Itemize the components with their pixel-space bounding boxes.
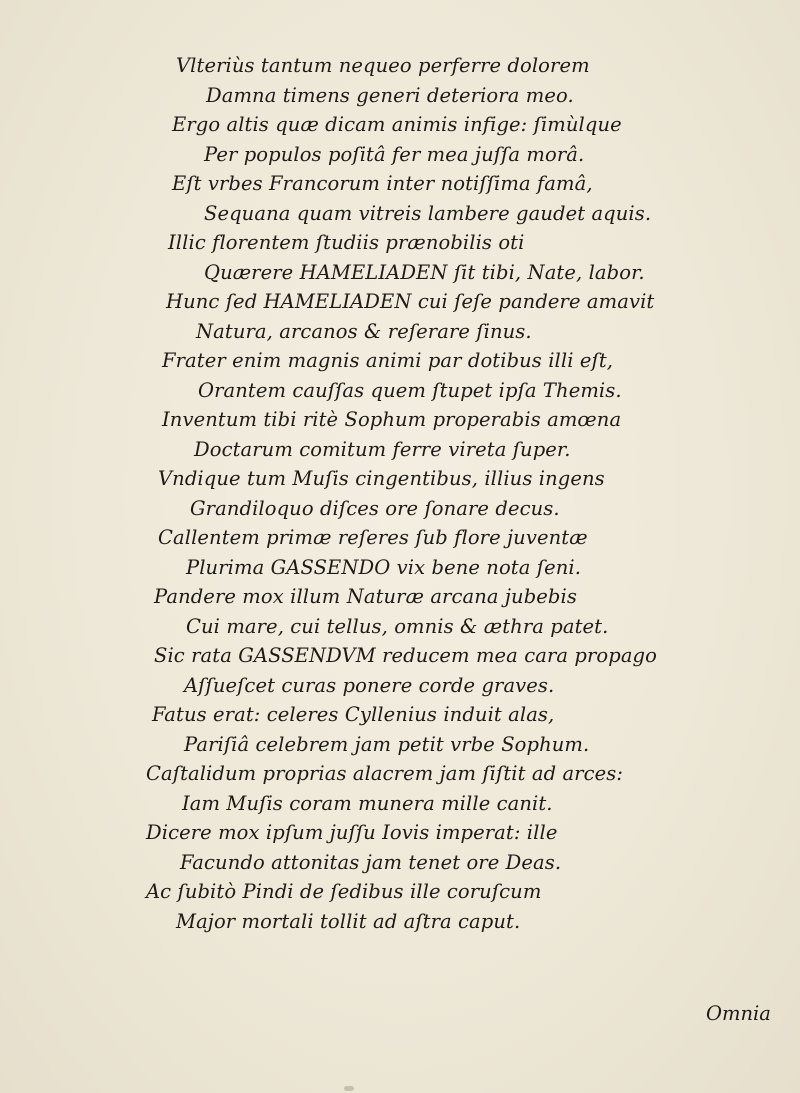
verse-line: Callentem primæ reſeres ſub flore juventæ [158, 526, 588, 549]
verse-line: Damna timens generi deteriora meo. [206, 84, 574, 107]
verse-line: Sequana quam vitreis lambere gaudet aquis. [204, 202, 652, 225]
verse-line: Caſtalidum proprias alacrem jam ſiſtit ad arces: [146, 762, 624, 785]
paper-blemish [344, 1086, 354, 1091]
verse-line: Eſt vrbes Francorum inter notiſſima famâ, [172, 172, 593, 195]
verse-line: Aſſueſcet curas ponere corde graves. [184, 674, 555, 697]
verse-line: Plurima GASSENDO vix bene nota ſeni. [186, 556, 582, 579]
verse-line: Fatus erat: celeres Cyllenius induit alas, [152, 703, 555, 726]
verse-line: Doctarum comitum ferre vireta ſuper. [194, 438, 571, 461]
verse-line: Inventum tibi ritè Sophum properabis amœna [162, 408, 622, 431]
verse-line: Pandere mox illum Naturæ arcana jubebis [154, 585, 577, 608]
verse-line: Dicere mox ipſum juſſu Iovis imperat: ille [146, 821, 558, 844]
verse-line: Ac ſubitò Pindi de ſedibus ille coruſcum [146, 880, 542, 903]
verse-line: Quærere HAMELIADEN ſit tibi, Nate, labor. [204, 261, 645, 284]
verse-line: Sic rata GASSENDVM reducem mea cara propago [154, 644, 657, 667]
verse-line: Hunc ſed HAMELIADEN cui ſeſe pandere amavit [166, 290, 655, 313]
verse-line: Pariſiâ celebrem jam petit vrbe Sophum. [184, 733, 590, 756]
verse-line: Iam Muſis coram munera mille canit. [182, 792, 553, 815]
verse-line: Natura, arcanos & reſerare ſinus. [196, 320, 532, 343]
verse-line: Major mortali tollit ad aſtra caput. [176, 910, 521, 933]
verse-line: Per populos poſitâ fer mea juſſa morâ. [204, 143, 585, 166]
verse-line: Orantem cauſſas quem ſtupet ipſa Themis. [198, 379, 622, 402]
verse-line: Illic florentem ſtudiis prænobilis oti [168, 231, 525, 254]
verse-line: Cui mare, cui tellus, omnis & æthra patet. [186, 615, 609, 638]
verse-line: Vndique tum Muſis cingentibus, illius ingens [158, 467, 605, 490]
verse-line: Grandiloquo diſces ore ſonare decus. [190, 497, 560, 520]
catchword: Omnia [706, 1002, 771, 1025]
verse-line: Frater enim magnis animi par dotibus illi eſt, [162, 349, 614, 372]
verse-line: Facundo attonitas jam tenet ore Deas. [180, 851, 562, 874]
verse-line: Ergo altis quæ dicam animis infige: ſimùlque [172, 113, 622, 136]
verse-line: Vlteriùs tantum nequeo perferre dolorem [176, 54, 590, 77]
